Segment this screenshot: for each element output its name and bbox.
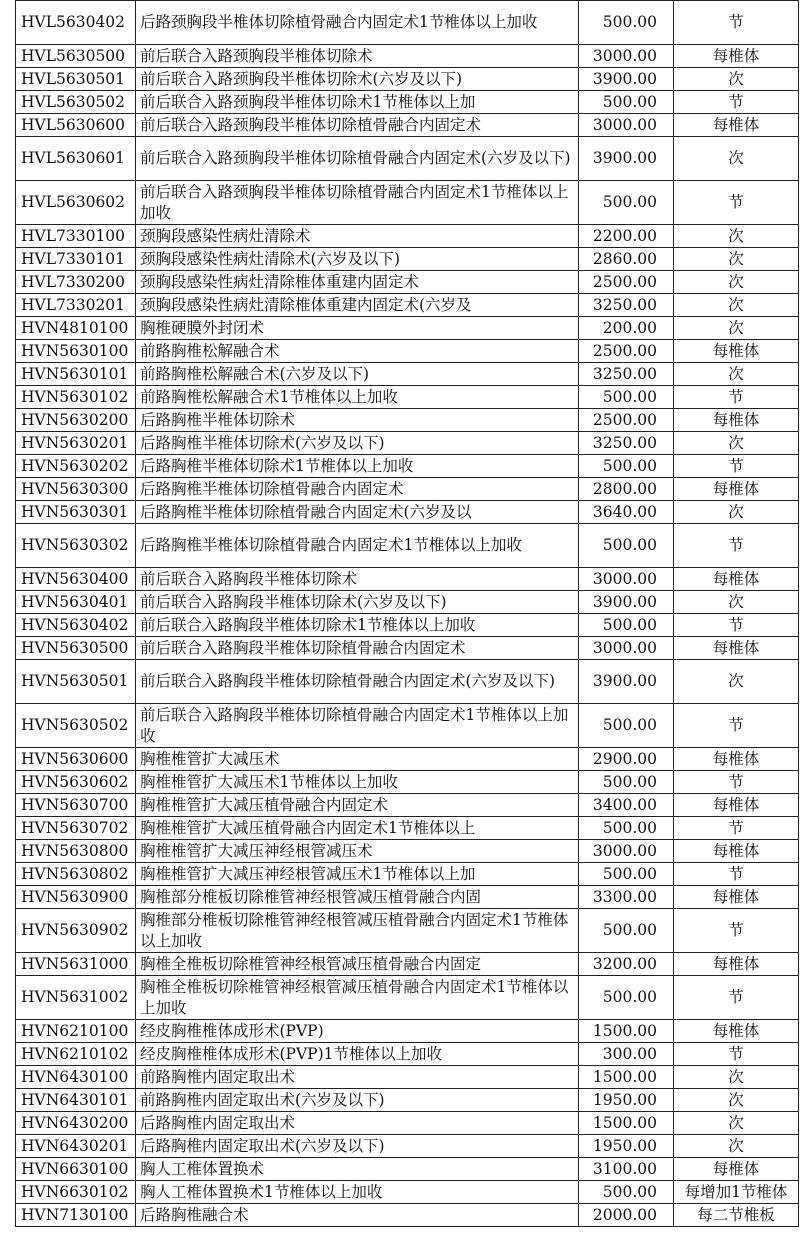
unit-cell: 次: [674, 294, 799, 317]
price-cell: 3900.00: [579, 660, 674, 704]
table-row: [16, 1066, 799, 1089]
procedure-name-cell: 胸椎椎管扩大减压术: [136, 748, 579, 771]
procedure-code-cell: HVL5630601: [16, 137, 136, 181]
table-row: [16, 863, 799, 886]
unit-cell: 次: [674, 317, 799, 340]
procedure-name-cell: 后路胸椎内固定取出术: [136, 1112, 579, 1135]
table-row: [16, 976, 799, 1020]
price-cell: 500.00: [579, 976, 674, 1020]
procedure-name-cell: 前路胸椎松解融合术: [136, 340, 579, 363]
table-row: [16, 886, 799, 909]
procedure-code-cell: HVN5630300: [16, 478, 136, 501]
procedure-name-cell: 后路胸椎融合术: [136, 1204, 579, 1227]
procedure-name-cell: 胸椎椎管扩大减压植骨融合内固定术: [136, 794, 579, 817]
unit-cell: 每椎体: [674, 1158, 799, 1181]
unit-cell: 每椎体: [674, 568, 799, 591]
price-cell: 1950.00: [579, 1089, 674, 1112]
procedure-code-cell: HVN6430101: [16, 1089, 136, 1112]
procedure-code-cell: HVN6210102: [16, 1043, 136, 1066]
table-row: [16, 137, 799, 181]
unit-cell: 节: [674, 1, 799, 45]
unit-cell: 每椎体: [674, 748, 799, 771]
table-row: [16, 386, 799, 409]
table-row: [16, 637, 799, 660]
unit-cell: 节: [674, 524, 799, 568]
procedure-code-cell: HVN5631002: [16, 976, 136, 1020]
procedure-code-cell: HVN5630800: [16, 840, 136, 863]
table-row: [16, 114, 799, 137]
unit-cell: 次: [674, 363, 799, 386]
unit-cell: 每椎体: [674, 409, 799, 432]
price-cell: 3000.00: [579, 45, 674, 68]
unit-cell: 每增加1节椎体: [674, 1181, 799, 1204]
procedure-code-cell: HVN5630802: [16, 863, 136, 886]
procedure-code-cell: HVN5630500: [16, 637, 136, 660]
procedure-name-cell: 胸椎部分椎板切除椎管神经根管减压植骨融合内固定术1节椎体以上加收: [136, 909, 579, 953]
table-row: [16, 317, 799, 340]
price-cell: 3640.00: [579, 501, 674, 524]
procedure-code-cell: HVN5630102: [16, 386, 136, 409]
procedure-name-cell: 前后联合入路颈胸段半椎体切除植骨融合内固定术1节椎体以上加收: [136, 181, 579, 225]
table-row: [16, 1135, 799, 1158]
price-cell: 500.00: [579, 863, 674, 886]
procedure-name-cell: 前后联合入路颈胸段半椎体切除植骨融合内固定术: [136, 114, 579, 137]
table-row: [16, 568, 799, 591]
procedure-name-cell: 胸椎椎管扩大减压神经根管减压术1节椎体以上加: [136, 863, 579, 886]
procedure-code-cell: HVL7330101: [16, 248, 136, 271]
unit-cell: 次: [674, 248, 799, 271]
price-cell: 500.00: [579, 1, 674, 45]
procedure-name-cell: 后路胸椎内固定取出术(六岁及以下): [136, 1135, 579, 1158]
table-row: [16, 591, 799, 614]
procedure-name-cell: 胸人工椎体置换术1节椎体以上加收: [136, 1181, 579, 1204]
price-cell: 2900.00: [579, 748, 674, 771]
procedure-code-cell: HVL5630502: [16, 91, 136, 114]
unit-cell: 节: [674, 614, 799, 637]
unit-cell: 次: [674, 1135, 799, 1158]
unit-cell: 每椎体: [674, 637, 799, 660]
price-cell: 3250.00: [579, 363, 674, 386]
procedure-name-cell: 胸人工椎体置换术: [136, 1158, 579, 1181]
unit-cell: 节: [674, 909, 799, 953]
table-row: [16, 748, 799, 771]
table-row: [16, 501, 799, 524]
price-cell: 500.00: [579, 91, 674, 114]
procedure-name-cell: 前后联合入路胸段半椎体切除植骨融合内固定术1节椎体以上加收: [136, 704, 579, 748]
unit-cell: 次: [674, 137, 799, 181]
price-cell: 3000.00: [579, 637, 674, 660]
procedure-name-cell: 胸椎椎管扩大减压植骨融合内固定术1节椎体以上: [136, 817, 579, 840]
procedure-name-cell: 前后联合入路颈胸段半椎体切除术1节椎体以上加: [136, 91, 579, 114]
price-cell: 3250.00: [579, 294, 674, 317]
procedure-name-cell: 颈胸段感染性病灶清除椎体重建内固定术: [136, 271, 579, 294]
procedure-name-cell: 颈胸段感染性病灶清除术(六岁及以下): [136, 248, 579, 271]
unit-cell: 每二节椎板: [674, 1204, 799, 1227]
procedure-code-cell: HVN5630902: [16, 909, 136, 953]
procedure-name-cell: 后路胸椎半椎体切除植骨融合内固定术1节椎体以上加收: [136, 524, 579, 568]
procedure-code-cell: HVN7130100: [16, 1204, 136, 1227]
unit-cell: 次: [674, 501, 799, 524]
price-cell: 3900.00: [579, 137, 674, 181]
procedure-code-cell: HVN5630401: [16, 591, 136, 614]
procedure-name-cell: 后路胸椎半椎体切除术(六岁及以下): [136, 432, 579, 455]
procedure-code-cell: HVN5630201: [16, 432, 136, 455]
procedure-name-cell: 前后联合入路胸段半椎体切除植骨融合内固定术: [136, 637, 579, 660]
procedure-name-cell: 后路胸椎半椎体切除术: [136, 409, 579, 432]
price-cell: 1500.00: [579, 1112, 674, 1135]
procedure-code-cell: HVL5630602: [16, 181, 136, 225]
unit-cell: 次: [674, 271, 799, 294]
procedure-code-cell: HVN5630100: [16, 340, 136, 363]
unit-cell: 每椎体: [674, 840, 799, 863]
price-cell: 500.00: [579, 817, 674, 840]
procedure-code-cell: HVL7330201: [16, 294, 136, 317]
table-row: [16, 1112, 799, 1135]
procedure-name-cell: 后路胸椎半椎体切除植骨融合内固定术: [136, 478, 579, 501]
price-cell: 3000.00: [579, 568, 674, 591]
procedure-code-cell: HVN5630501: [16, 660, 136, 704]
procedure-name-cell: 前路胸椎松解融合术(六岁及以下): [136, 363, 579, 386]
procedure-name-cell: 前后联合入路颈胸段半椎体切除术: [136, 45, 579, 68]
procedure-code-cell: HVL7330200: [16, 271, 136, 294]
procedure-code-cell: HVN5630202: [16, 455, 136, 478]
procedure-code-cell: HVN5630600: [16, 748, 136, 771]
procedure-code-cell: HVL7330100: [16, 225, 136, 248]
table-row: [16, 45, 799, 68]
table-row: [16, 1089, 799, 1112]
unit-cell: 次: [674, 68, 799, 91]
procedure-code-cell: HVN4810100: [16, 317, 136, 340]
table-row: [16, 455, 799, 478]
table-row: [16, 660, 799, 704]
price-cell: 2000.00: [579, 1204, 674, 1227]
price-cell: 1500.00: [579, 1020, 674, 1043]
table-row: [16, 1181, 799, 1204]
unit-cell: 次: [674, 225, 799, 248]
procedure-name-cell: 前后联合入路胸段半椎体切除术(六岁及以下): [136, 591, 579, 614]
unit-cell: 次: [674, 591, 799, 614]
procedure-code-cell: HVN5630402: [16, 614, 136, 637]
procedure-name-cell: 前路胸椎内固定取出术(六岁及以下): [136, 1089, 579, 1112]
table-row: [16, 1043, 799, 1066]
table-row: [16, 340, 799, 363]
price-cell: 3900.00: [579, 591, 674, 614]
price-cell: 1950.00: [579, 1135, 674, 1158]
price-cell: 3400.00: [579, 794, 674, 817]
procedure-code-cell: HVN5630502: [16, 704, 136, 748]
unit-cell: 节: [674, 771, 799, 794]
procedure-code-cell: HVN5630101: [16, 363, 136, 386]
unit-cell: 节: [674, 976, 799, 1020]
procedure-name-cell: 前后联合入路颈胸段半椎体切除术(六岁及以下): [136, 68, 579, 91]
unit-cell: 每椎体: [674, 45, 799, 68]
procedure-name-cell: 前后联合入路颈胸段半椎体切除植骨融合内固定术(六岁及以下): [136, 137, 579, 181]
table-row: [16, 524, 799, 568]
table-row: [16, 1, 799, 45]
table-row: [16, 68, 799, 91]
price-cell: 3250.00: [579, 432, 674, 455]
price-cell: 3900.00: [579, 68, 674, 91]
procedure-code-cell: HVN6430100: [16, 1066, 136, 1089]
price-cell: 3000.00: [579, 840, 674, 863]
procedure-code-cell: HVN5630702: [16, 817, 136, 840]
procedure-name-cell: 前路胸椎内固定取出术: [136, 1066, 579, 1089]
procedure-code-cell: HVN5630900: [16, 886, 136, 909]
price-cell: 3200.00: [579, 953, 674, 976]
unit-cell: 每椎体: [674, 1020, 799, 1043]
procedure-name-cell: 胸椎部分椎板切除椎管神经根管减压植骨融合内固: [136, 886, 579, 909]
table-row: [16, 363, 799, 386]
procedure-code-cell: HVN5630301: [16, 501, 136, 524]
price-cell: 2500.00: [579, 409, 674, 432]
unit-cell: 节: [674, 863, 799, 886]
price-cell: 2500.00: [579, 271, 674, 294]
price-cell: 3300.00: [579, 886, 674, 909]
unit-cell: 每椎体: [674, 953, 799, 976]
price-cell: 3000.00: [579, 114, 674, 137]
unit-cell: 每椎体: [674, 478, 799, 501]
unit-cell: 每椎体: [674, 886, 799, 909]
price-cell: 500.00: [579, 704, 674, 748]
price-cell: 500.00: [579, 614, 674, 637]
table-row: [16, 614, 799, 637]
procedure-name-cell: 经皮胸椎椎体成形术(PVP): [136, 1020, 579, 1043]
procedure-name-cell: 胸椎全椎板切除椎管神经根管减压植骨融合内固定术1节椎体以上加收: [136, 976, 579, 1020]
procedure-name-cell: 后路胸椎半椎体切除术1节椎体以上加收: [136, 455, 579, 478]
unit-cell: 次: [674, 660, 799, 704]
unit-cell: 节: [674, 704, 799, 748]
procedure-name-cell: 颈胸段感染性病灶清除椎体重建内固定术(六岁及: [136, 294, 579, 317]
procedure-code-cell: HVN5630302: [16, 524, 136, 568]
price-cell: 2200.00: [579, 225, 674, 248]
procedure-code-cell: HVN5630700: [16, 794, 136, 817]
price-cell: 200.00: [579, 317, 674, 340]
procedure-name-cell: 颈胸段感染性病灶清除术: [136, 225, 579, 248]
procedure-name-cell: 胸椎硬膜外封闭术: [136, 317, 579, 340]
price-cell: 500.00: [579, 771, 674, 794]
price-cell: 500.00: [579, 386, 674, 409]
table-row: [16, 909, 799, 953]
procedure-name-cell: 后路颈胸段半椎体切除植骨融合内固定术1节椎体以上加收: [136, 1, 579, 45]
table-row: [16, 271, 799, 294]
unit-cell: 节: [674, 1043, 799, 1066]
table-row: [16, 840, 799, 863]
table-row: [16, 771, 799, 794]
unit-cell: 次: [674, 1112, 799, 1135]
procedure-code-cell: HVN6430200: [16, 1112, 136, 1135]
price-cell: 2800.00: [579, 478, 674, 501]
price-cell: 500.00: [579, 524, 674, 568]
fee-table-body: [16, 1, 799, 1227]
unit-cell: 每椎体: [674, 794, 799, 817]
unit-cell: 节: [674, 817, 799, 840]
procedure-code-cell: HVL5630600: [16, 114, 136, 137]
table-row: [16, 1158, 799, 1181]
procedure-code-cell: HVN5630400: [16, 568, 136, 591]
unit-cell: 节: [674, 91, 799, 114]
procedure-name-cell: 胸椎全椎板切除椎管神经根管减压植骨融合内固定: [136, 953, 579, 976]
price-cell: 500.00: [579, 455, 674, 478]
price-cell: 300.00: [579, 1043, 674, 1066]
procedure-code-cell: HVN6430201: [16, 1135, 136, 1158]
price-cell: 500.00: [579, 1181, 674, 1204]
unit-cell: 节: [674, 181, 799, 225]
price-cell: 3100.00: [579, 1158, 674, 1181]
table-row: [16, 1020, 799, 1043]
procedure-code-cell: HVL5630402: [16, 1, 136, 45]
table-row: [16, 432, 799, 455]
unit-cell: 节: [674, 386, 799, 409]
procedure-name-cell: 前后联合入路胸段半椎体切除术1节椎体以上加收: [136, 614, 579, 637]
procedure-code-cell: HVN5631000: [16, 953, 136, 976]
unit-cell: 次: [674, 432, 799, 455]
table-row: [16, 409, 799, 432]
procedure-name-cell: 后路胸椎半椎体切除植骨融合内固定术(六岁及以: [136, 501, 579, 524]
procedure-code-cell: HVN6630102: [16, 1181, 136, 1204]
unit-cell: 每椎体: [674, 114, 799, 137]
table-row: [16, 817, 799, 840]
table-row: [16, 704, 799, 748]
table-row: [16, 953, 799, 976]
procedure-code-cell: HVL5630501: [16, 68, 136, 91]
procedure-code-cell: HVN5630602: [16, 771, 136, 794]
procedure-name-cell: 胸椎椎管扩大减压术1节椎体以上加收: [136, 771, 579, 794]
procedure-name-cell: 前后联合入路胸段半椎体切除植骨融合内固定术(六岁及以下): [136, 660, 579, 704]
table-row: [16, 248, 799, 271]
unit-cell: 节: [674, 455, 799, 478]
procedure-code-cell: HVL5630500: [16, 45, 136, 68]
procedure-name-cell: 前后联合入路胸段半椎体切除术: [136, 568, 579, 591]
procedure-name-cell: 经皮胸椎椎体成形术(PVP)1节椎体以上加收: [136, 1043, 579, 1066]
table-row: [16, 794, 799, 817]
table-row: [16, 1204, 799, 1227]
procedure-name-cell: 前路胸椎松解融合术1节椎体以上加收: [136, 386, 579, 409]
procedure-code-cell: HVN6210100: [16, 1020, 136, 1043]
fee-table: [15, 0, 799, 1227]
price-cell: 500.00: [579, 909, 674, 953]
table-row: [16, 294, 799, 317]
table-row: [16, 478, 799, 501]
unit-cell: 每椎体: [674, 340, 799, 363]
table-row: [16, 91, 799, 114]
price-cell: 2500.00: [579, 340, 674, 363]
price-cell: 500.00: [579, 181, 674, 225]
procedure-code-cell: HVN5630200: [16, 409, 136, 432]
unit-cell: 次: [674, 1066, 799, 1089]
unit-cell: 次: [674, 1089, 799, 1112]
table-row: [16, 181, 799, 225]
table-row: [16, 225, 799, 248]
procedure-code-cell: HVN6630100: [16, 1158, 136, 1181]
price-cell: 1500.00: [579, 1066, 674, 1089]
procedure-name-cell: 胸椎椎管扩大减压神经根管减压术: [136, 840, 579, 863]
price-cell: 2860.00: [579, 248, 674, 271]
